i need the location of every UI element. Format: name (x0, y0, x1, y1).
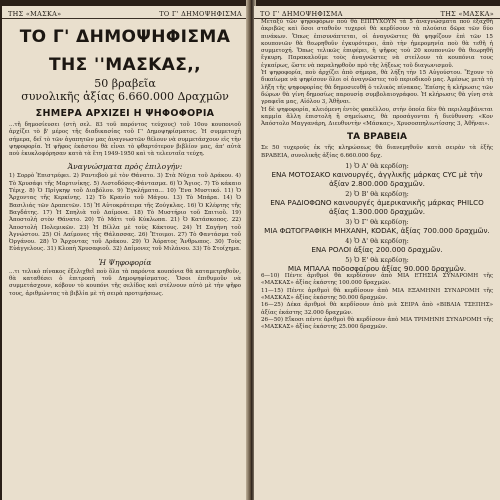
prizes-intro: Σε 50 τυχερούς ἐκ τῆς κληρώσεως θὰ διανεμηθοῦν κατὰ σειρὰν τὰ ἑξῆς ΒΡΑΒΕΙΑ, συνολικῆς ἀξίας 6.660.000 δρχ. (261, 145, 493, 159)
prizes-heading: ΤΑ ΒΡΑΒΕΙΑ (347, 132, 407, 143)
article-title-line1: ΤΟ Γ' ΔΗΜΟΨΗΦΙΣΜΑ (19, 27, 231, 47)
left-page (2, 6, 248, 500)
right-running-head-right: ΤΗΣ «ΜΑΣΚΑ» (440, 10, 494, 18)
prize-1-label: 1) Ὁ Α' θὰ κερδίσῃ: (345, 162, 409, 171)
prizes-count: 50 βραβεῖα (94, 77, 156, 90)
left-running-head-left: ΤΗΣ «ΜΑΣΚΑ» (8, 10, 62, 18)
article-title-line2: ΤΗΣ ''ΜΑΣΚΑΣ,, (49, 55, 201, 75)
prize-1-text: ΕΝΑ ΜΟΤΟΣΑΚΟ καινουργές, ἀγγλικῆς μάρκας CYC μὲ τὴν ἀξίαν 2.800.000 δραχμῶν. (271, 170, 483, 189)
right-running-head-left: ΤΟ Γ' ΔΗΜΟΨΗΦΙΣΜΑ (260, 10, 343, 18)
prize-tail-2: 11—15) Πέντε ἀριθμοὶ θὰ κερδίσουν ἀπὸ ΜΙΑ ΕΞΑΜΗΝΗ ΣΥΝΔΡΟΜΗ τῆς «ΜΑΣΚΑΣ» ἀξίας ἑκάστης 50.000 δραχμῶν. (261, 287, 493, 301)
section-heading-readings: Ἀναγνώσματα πρὸς ἐπιλογήν: (67, 162, 183, 172)
closing-paragraph: ...τι τελικὸ πίνακος ἐξελιχθεῖ ποὺ ὅλα τὰ παρόντα κουπόνια θὰ καταμετρηθοῦν, θὰ καταθέσει ὁ ἐπιτροπὴ τοῦ Δημοψηφίσματος. Ὅσοι ἐπιθυμοῦν νὰ συμμετάσχουν, κόβουν τὸ κουπόνι τῆς σελίδος καὶ στέλνουν αὐτὸ μὲ τὴν ψῆφο τους, ἀριθμώντας τὰ βιβλία μὲ τὴ σειρὰ προτιμήσεως. (9, 268, 241, 297)
section-heading-voting: Ἡ Ψηφοφορία (98, 257, 152, 267)
left-column (2, 27, 248, 298)
left-running-head (2, 6, 248, 19)
body-paragraph-2: Ἡ ψηφοφορία, ποὺ ἀρχίζει ἀπὸ σήμερα, θὰ λήξη τὴν 15 Αὐγούστου. Ἔχουν τὸ δικαίωμα νὰ ψηφίσουν ὅλοι οἱ ἀναγνῶστες τοῦ περιοδικοῦ μας. Ἀμέσως μετὰ τὴ λῆξη τῆς ψηφοφορίας θὰ δημοσιευθῆ ὁ τελικὸς πίνακας. Ἐπίσης ἡ κλήρωσις τῶν δώρων θὰ γίνη δημοσίως παρουσίᾳ συμβολαιογράφου. Ἡ κλήρωσις θὰ γίνη στὰ γραφεῖα μας, Αἰόλου 3, Ἀθῆναι. (261, 70, 493, 106)
prize-3-label: 3) Ὁ Γ' θὰ κερδίσῃ: (345, 218, 409, 227)
prize-5-text: ΜΙΑ ΜΠΑΛΑ ποδοσφαίρου ἀξίας 90.000 δραχμῶν. (287, 264, 467, 274)
body-paragraph-3: Ἡ δὲ ψηφοφορία, κλειόμενη ἐντὸς φακέλλου, στὴν ὁποία δὲν θὰ περιλαμβάνεται καμμία ἄλλη ἐπιστολὴ ἢ σημείωσις, θὰ προσάγονται ἡ διεύθυνση: «Κον Ἀπόστολο Μαγγανάρη, Διευθυντὴν «Μάσκας», Χρυσοσπηλιωτίσσης 3, Ἀθῆναι». (261, 106, 493, 128)
prize-5-label: 5) Ὁ Ε' θὰ κερδίσῃ: (345, 256, 409, 265)
prize-tail-3: 16—25) Δέκα ἀριθμοὶ θὰ κερδίσουν ἀπὸ μιὰ ΣΕΙΡΑ ἀπὸ «ΒΙΒΛΙΑ ΤΣΕΠΗΣ» ἀξίας ἑκάστης 32.000 δραχμῶν. (261, 302, 493, 316)
prize-2-label: 2) Ὁ Β' θὰ κερδίσῃ: (345, 190, 409, 199)
prize-4-label: 4) Ὁ Δ' θὰ κερδίσῃ: (345, 237, 409, 246)
right-running-head (254, 6, 500, 19)
voting-banner: ΣΗΜΕΡΑ ΑΡΧΙΖΕΙ Η ΨΗΦΟΦΟΡΙΑ (35, 108, 215, 119)
prize-tail-1: 6—10) Πέντε ἀριθμοὶ θὰ κερδίσουν ἀπὸ ΜΙΑ ΕΤΗΣΙΑ ΣΥΝΔΡΟΜΗ τῆς «ΜΑΣΚΑΣ» ἀξίας ἑκάστης 100.000 δραχμῶν. (261, 273, 493, 287)
intro-paragraph: ...τῆ δημοσίευσει (στὴ σελ. 83 τοῦ παρόντος τεύχους) τοῦ 10ου κουπονιοῦ ἀρχίζει τὸ β' μέρος τῆς διαδικασίας τοῦ Γ' Δημοψηφίσματος. Ἡ συμμετοχὴ σήμερα, δεῖ τὸ τῶν ἀγαπητῶν μας ἀναγνωστῶν θέλουν νὰ συμμετάσχουν εἰς τὴν ψηφοφορία. Ἡ ψῆφος ἑκάστου θὰ εἶναι τὸ φθαρτότερον βιβλίον μας, ἀπ' αὐτὰ ποὺ ἐκυκλοφόρησαν κατὰ τὰ ἔτη 1949-1950 καὶ τὰ τελευταῖα τεύχη. (9, 122, 241, 158)
body-paragraph-1: Μεταξὺ τῶν ψηφοφόρων ποὺ θὰ ΕΠΙΤΥΧΟΥΝ τὰ 5 ἀναγνώσματα ποὺ ἐξαχθῆ ἀκριβῶς καὶ ὅσοι σταθοῦν τυχεροὶ θὰ κερδίσουν τὰ πλούσια δῶρα τῶν δύο πινάκων. Ὅπως ἐπισυνάπτεται, οἱ ἀναγνῶστες θὰ ψηφίζουν ἐπὶ τῶν 15 κουπονιῶν θὰ θεωρηθοῦν ἐγκυρότεροι, ἀπὸ τὴν ἡμερομηνία ποὺ θὰ τεθῆ ἡ συμμετοχή. Ὅπως τελικῶς ἐπιφέρει, ἡ ψῆφος τοὺ 20 κουπονιῶν θὰ θεωρηθῆ ἔγκυρη. Παρακαλοῦμε τοὺς ἀναγνῶστες νὰ στείλουν τὰ κουπόνια τους ἐγκαίρως, ὥστε νὰ παραληφθοῦν πρὸ τῆς λήξεως τοῦ διαγωνισμοῦ. (261, 19, 493, 69)
readings-list: 1) Σορρὸ Ἐπιστρέφει. 2) Ραντεβοὺ μὲ τὸν Θάνατο. 3) Στὰ Νύχια τοῦ Δράκου. 4) Τὸ Χρυσάφι τῆς Μαρτινίκης. 5) Λιστοδόσες-Φάντασμα. 6) Ὁ Ἄγιος. 7) Τὸ κάκαιο Τέριχ. 8) Ὁ Πρίγκηψ τοῦ Διαβόλου. 9) Ἐγκλήματα... 10) Ἔνα Μυστικό. 11) Ὁ Ἄρχοντας τῆς Κερκίνης. 12) Τὸ Κρανίο τοῦ Μάγου. 13) Τὸ Μπάρα. 14) Ὁ Βασιλιάς τῶν Δραπετῶν. 15) Ἡ Αὐτοκράτειρα τῆς Ζούγκλας. 16) Ὁ Κλέφτης τῆς Βαγδάτης. 17) Ἡ Σπηλιὰ τοῦ Δαίμονα. 18) Τὸ Μυστήριο τοῦ Σπιτιοῦ. 19) Ἀποστολὴ στὸν Θάνατο. 20) Τὸ Μάτι τοῦ Κύκλωπα. 21) Ὁ Κατάσκοπος. 22) Ἀποστολὴ Πολεμικῶν. 23) Ἡ Βίλλα μὲ τοὺς Κάκτους. 24) Ἡ Σαγήνη τοῦ Ἀγνώστου. 25) Οἱ Δαίμονες τῆς Θάλασσας. 26) Ἔτοιμοι. 27) Τὸ Φαντάσμα τοῦ Ὀργάνου. 28) Ὁ Ἄρχοντας τοῦ Δράκου. 29) Ὁ Ἀόρατος Ἄνθρωπος. 30) Τοὺς Εὐάγγελους. 31) Κλοπὴ Χρυσαφιοῦ. 32) Δαίμονες τοῦ Μιλάνου. 33) Τὸ Στοίχημα. (9, 173, 241, 253)
left-running-head-right: ΤΟ Γ' ΔΗΜΟΨΗΦΙΣΜΑ (159, 10, 242, 18)
prize-3-text: ΜΙΑ ΦΩΤΟΓΡΑΦΙΚΗ ΜΗΧΑΝΗ, KODAK, ἀξίας 700.000 δραχμῶν. (264, 226, 490, 236)
prizes-value: συνολικῆς ἀξίας 6.660.000 Δραχμῶν (21, 90, 229, 103)
right-page (254, 6, 500, 500)
prize-4-text: ΕΝΑ ΡΟΛΟΙ ἀξίας 200.000 δραχμῶν. (311, 245, 443, 255)
right-column (254, 19, 500, 331)
prize-tail-4: 26—50) Εἴκοσι πέντε ἀριθμοὶ θὰ κερδίσουν ἀπὸ ΜΙΑ ΤΡΙΜΗΝΗ ΣΥΝΔΡΟΜΗ τῆς «ΜΑΣΚΑΣ» ἀξίας ἑκάστης 25.000 δραχμῶν. (261, 316, 493, 331)
prize-2-text: ΕΝΑ ΡΑΔΙΟΦΩΝΟ καινουργές ἀμερικανικῆς μάρκας PHILCO ἀξίας 1.300.000 δραχμῶν. (270, 198, 484, 217)
